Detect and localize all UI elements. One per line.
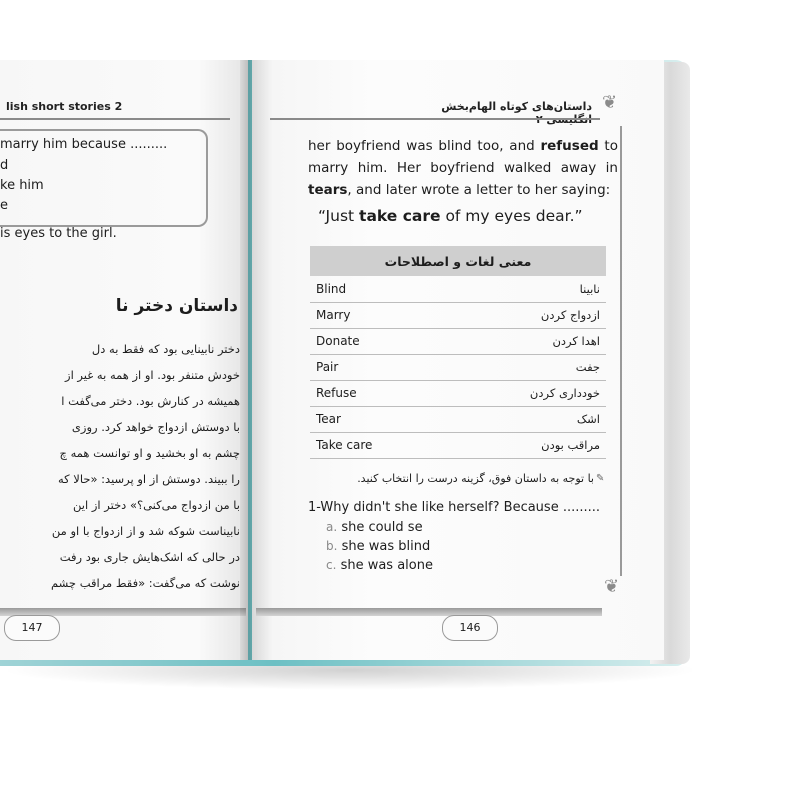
bottom-corner-ornament-icon: ❦ (604, 576, 620, 597)
answer-option-c (326, 558, 433, 573)
left-para-line-1: دختر نابینایی بود که فقط به دل (91, 342, 240, 356)
vocab-row (310, 380, 606, 406)
story-paragraph (308, 135, 618, 201)
right-running-head: داستان‌های کوتاه الهام‌بخش (441, 100, 592, 113)
left-story-title: داستان دختر نا (115, 296, 238, 316)
left-header-rule (0, 118, 230, 120)
left-running-head: lish short stories 2 (6, 100, 123, 113)
left-para-line-2: خودش متنفر بود. او از همه به غیر از (65, 368, 240, 382)
option-text: she was blind (341, 539, 431, 554)
right-page (252, 60, 664, 660)
left-para-line-9: در حالی که اشک‌هایش جاری بود رفت (59, 550, 240, 564)
right-frame-line (620, 126, 622, 576)
left-after-box-line: is eyes to the girl. (0, 226, 117, 241)
paragraph-bold-tears: tears (308, 182, 348, 198)
vocabulary-table (310, 246, 606, 459)
option-label: a. (326, 520, 338, 534)
left-box-line-3: ke him (0, 178, 44, 193)
vocab-english: Refuse (316, 386, 357, 400)
right-footer-band (256, 608, 602, 616)
vocab-row (310, 302, 606, 328)
answer-option-a (326, 520, 423, 535)
vocab-row (310, 276, 606, 302)
vocab-persian: ازدواج کردن (540, 308, 600, 322)
option-label: c. (326, 558, 337, 572)
quote-bold: take care (359, 207, 441, 225)
vocab-english: Marry (316, 308, 351, 322)
vocab-persian: خودداری کردن (529, 386, 600, 400)
vocab-row (310, 328, 606, 354)
left-para-line-7: با من ازدواج می‌کنی؟» دختر از این (73, 498, 240, 512)
left-para-line-3: همیشه در کنارش بود. دختر می‌گفت ا (61, 394, 240, 408)
left-para-line-10: نوشت که می‌گفت: «فقط مراقب چشم (51, 576, 240, 590)
option-text: she could se (341, 520, 423, 535)
vocab-english: Pair (316, 360, 339, 374)
left-page (0, 60, 248, 660)
option-text: she was alone (340, 558, 433, 573)
left-para-line-8: نابیناست شوکه شد و از ازدواج با او من (51, 524, 240, 538)
vocab-persian: اشک (576, 412, 600, 426)
exercise-question: 1-Why didn't she like herself? Because ......... (308, 500, 601, 515)
vocab-english: Take care (316, 438, 373, 452)
vocab-row (310, 432, 606, 458)
top-corner-ornament-icon: ❦ (602, 92, 618, 113)
option-label: b. (326, 539, 338, 553)
left-box-line-1: marry him because ......... (0, 137, 168, 152)
answer-option-b (326, 539, 430, 554)
left-box-line-2: d (0, 158, 9, 173)
vocab-english: Blind (316, 281, 347, 296)
left-page-number: 147 (4, 615, 60, 641)
left-para-line-5: چشم به او بخشید و او توانست همه چ (59, 446, 240, 460)
vocab-persian: نابینا (579, 281, 600, 296)
vocab-persian: مراقب بودن (541, 438, 600, 452)
paragraph-text-2: to marry him. Her boyfriend walked away in (308, 138, 618, 176)
paragraph-text-1: her boyfriend was blind too, and (308, 138, 541, 154)
left-box-line-4: e (0, 198, 8, 213)
quote-line (318, 207, 583, 225)
vocab-persian: جفت (575, 360, 600, 374)
paragraph-text-3: , and later wrote a letter to her saying: (347, 182, 611, 198)
vocab-row (310, 406, 606, 432)
exercise-instruction: با توجه به داستان فوق، گزینه درست را انتخاب کنید. (357, 472, 594, 485)
left-para-line-4: با دوستش ازدواج خواهد کرد. روزی (71, 420, 240, 434)
paragraph-bold-refused: refused (540, 138, 599, 154)
pen-bullet-icon: ✎ (596, 473, 605, 484)
right-header-rule (270, 118, 600, 120)
vocabulary-title: معنی لغات و اصطلاحات (384, 253, 532, 269)
vocab-row (310, 354, 606, 380)
vocabulary-table-header (310, 246, 606, 276)
right-page-number: 146 (442, 615, 498, 641)
vocab-persian: اهدا کردن (552, 334, 600, 348)
vocab-english: Donate (316, 334, 360, 348)
quote-text-2: of my eyes dear.” (440, 207, 583, 225)
left-para-line-6: را ببیند. دوستش از او پرسید: «حالا که (58, 472, 240, 486)
quote-text-1: “Just (318, 207, 360, 225)
vocab-english: Tear (316, 412, 341, 426)
